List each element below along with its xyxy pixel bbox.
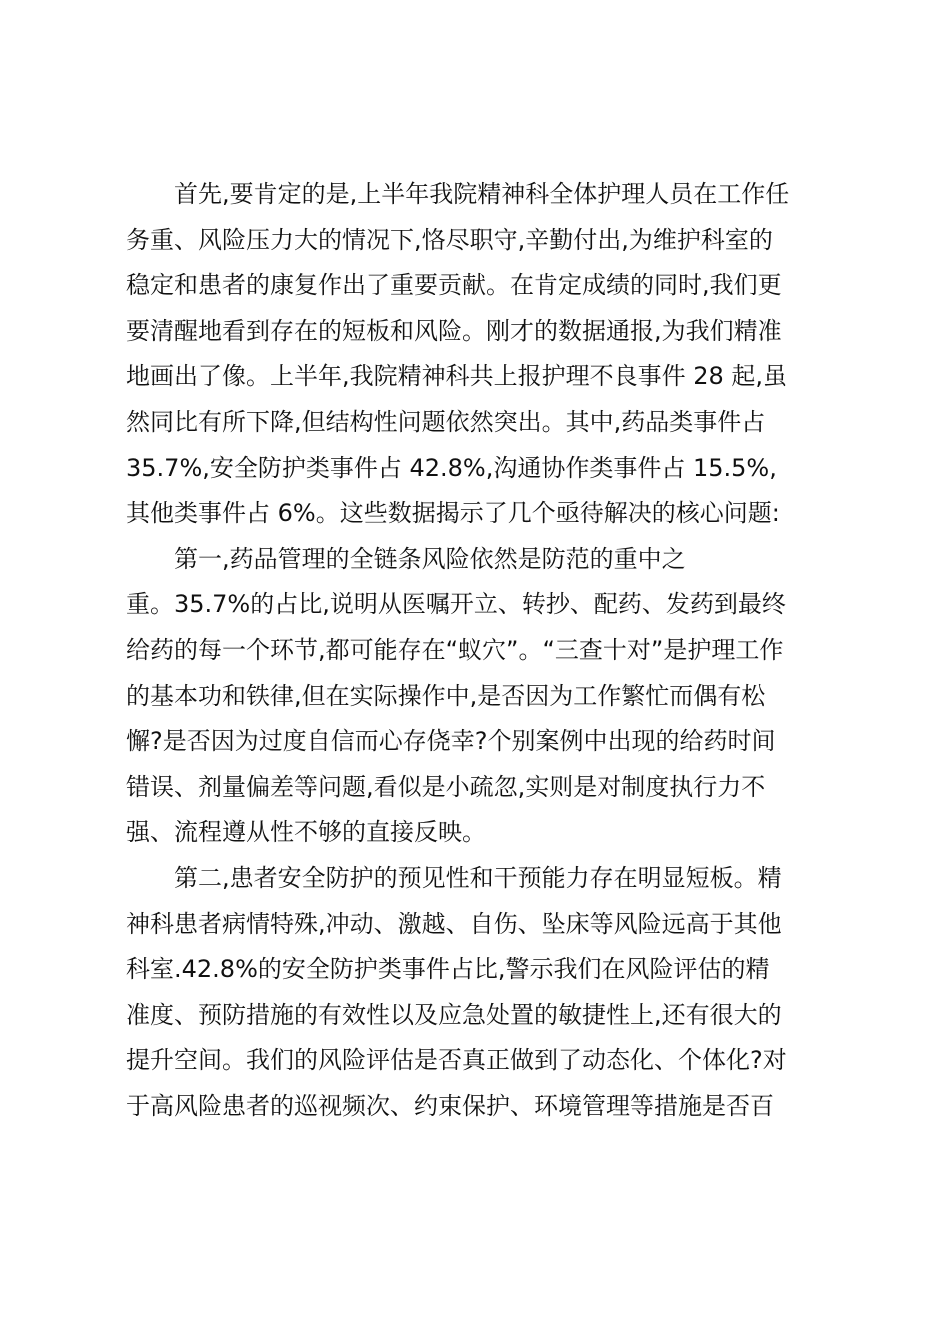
text-line: 准度、预防措施的有效性以及应急处置的敏捷性上,还有很大的 [126,1000,782,1029]
text-line: 于高风险患者的巡视频次、约束保护、环境管理等措施是否百 [126,1091,774,1120]
text-line: 重。35.7%的占比,说明从医嘱开立、转抄、配药、发药到最终 [126,590,786,619]
text-line: 35.7%,安全防护类事件占 42.8%,沟通协作类事件占 15.5%, [126,453,777,482]
text-line: 的基本功和铁律,但在实际操作中,是否因为工作繁忙而偶有松 [126,681,766,710]
text-line: 懈?是否因为过度自信而心存侥幸?个别案例中出现的给药时间 [126,727,776,756]
text-line: 第二,患者安全防护的预见性和干预能力存在明显短板。精 [126,863,782,892]
text-line: 其他类事件占 6%。这些数据揭示了几个亟待解决的核心问题: [126,499,780,528]
text-line: 第一,药品管理的全链条风险依然是防范的重中之 [126,544,686,573]
text-line: 然同比有所下降,但结构性问题依然突出。其中,药品类事件占 [126,407,766,436]
text-line: 科室.42.8%的安全防护类事件占比,警示我们在风险评估的精 [126,955,770,984]
text-line: 要清醒地看到存在的短板和风险。刚才的数据通报,为我们精准 [126,316,782,345]
text-line: 神科患者病情特殊,冲动、激越、自伤、坠床等风险远高于其他 [126,909,782,938]
text-line: 务重、风险压力大的情况下,恪尽职守,辛勤付出,为维护科室的 [126,225,773,254]
text-line: 错误、剂量偏差等问题,看似是小疏忽,实则是对制度执行力不 [126,772,766,801]
text-line: 提升空间。我们的风险评估是否真正做到了动态化、个体化?对 [126,1046,787,1075]
body-text [126,172,838,1129]
text-line: 强、流程遵从性不够的直接反映。 [126,818,486,847]
text-line: 地画出了像。上半年,我院精神科共上报护理不良事件 28 起,虽 [126,362,788,391]
text-line: 给药的每一个环节,都可能存在“蚁穴”。“三查十对”是护理工作 [126,635,784,664]
text-line: 首先,要肯定的是,上半年我院精神科全体护理人员在工作任 [126,180,790,208]
text-line: 稳定和患者的康复作出了重要贡献。在肯定成绩的同时,我们更 [126,271,782,300]
